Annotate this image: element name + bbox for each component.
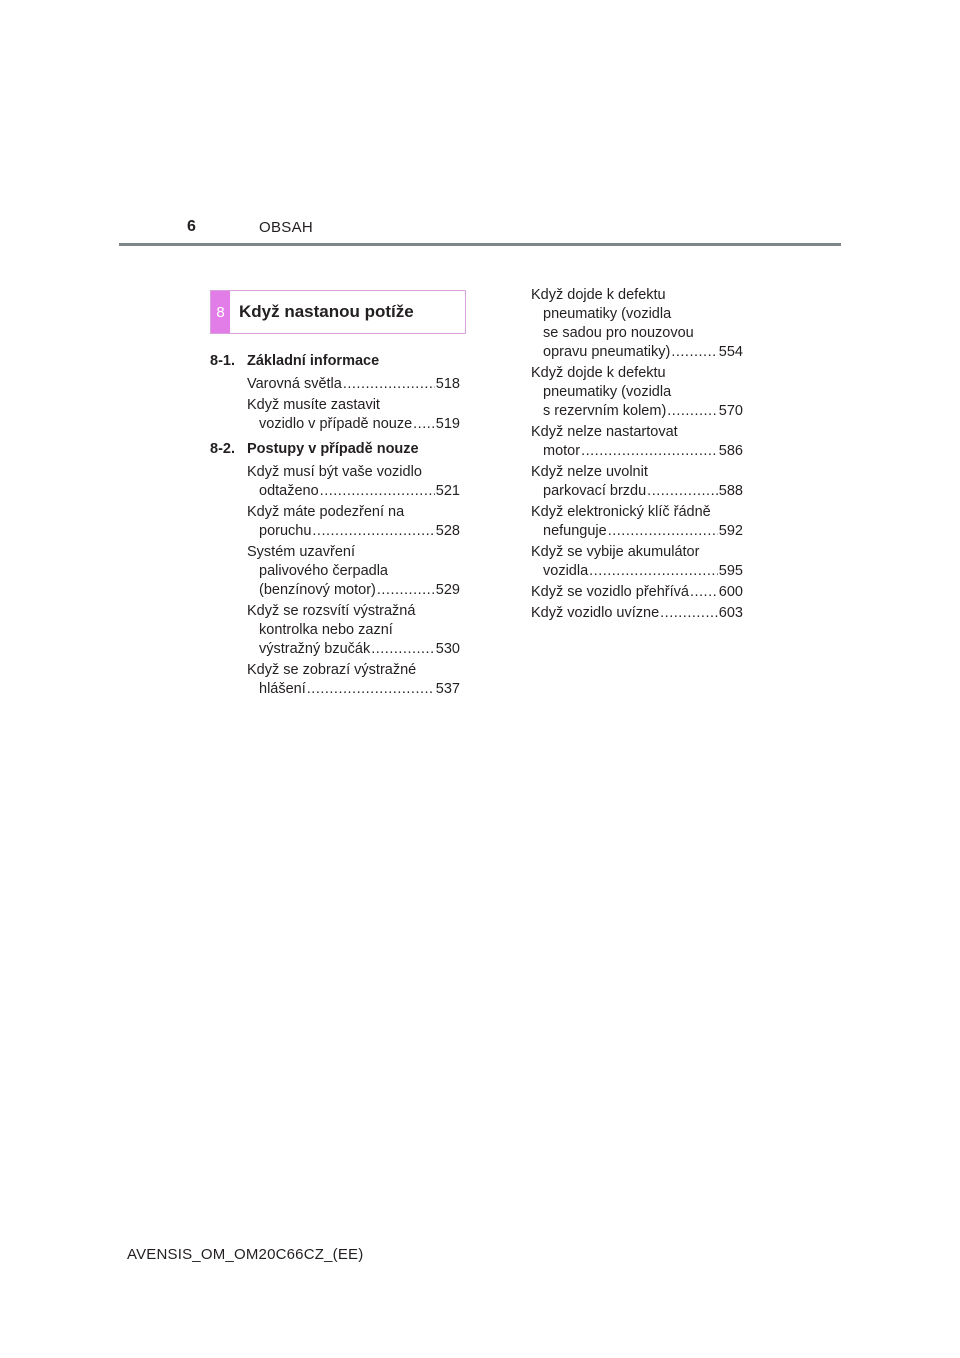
subsection-title: Postupy v případě nouze <box>247 441 419 457</box>
toc-left-column <box>210 352 460 705</box>
toc-page-number: 554 <box>718 344 743 360</box>
toc-entry-text: Když se vybije akumulátor <box>531 544 700 560</box>
dot-leader <box>312 522 434 541</box>
toc-entry[interactable] <box>531 364 743 421</box>
toc-page-number: 529 <box>435 582 460 598</box>
toc-entry-text: výstražný bzučák <box>259 641 371 657</box>
dot-leader <box>413 415 435 434</box>
header-divider <box>119 243 841 246</box>
toc-entry-text: Když se rozsvítí výstražná <box>247 603 416 619</box>
toc-entry-text: pneumatiky (vozidla <box>543 306 672 322</box>
section-heading <box>210 290 466 334</box>
toc-entry-text: Když nelze uvolnit <box>531 464 648 480</box>
toc-entry[interactable] <box>247 396 460 434</box>
dot-leader <box>690 583 718 602</box>
subsection-heading[interactable] <box>210 352 460 371</box>
toc-page-number: 518 <box>435 376 460 392</box>
toc-entry-text: odtaženo <box>259 483 319 499</box>
toc-entry-text: Varovná světla <box>247 376 342 392</box>
toc-entry-text: Když se zobrazí výstražné <box>247 662 417 678</box>
toc-entry[interactable] <box>531 463 743 501</box>
dot-leader <box>647 482 718 501</box>
toc-entry-text: opravu pneumatiky) <box>543 344 671 360</box>
toc-entry-text: parkovací brzdu <box>543 483 647 499</box>
toc-entry-text: motor <box>543 443 581 459</box>
toc-entry-text: Když se vozidlo přehřívá <box>531 584 689 600</box>
dot-leader <box>307 680 435 699</box>
toc-page-number: 586 <box>718 443 743 459</box>
toc-entry[interactable] <box>247 661 460 699</box>
toc-page-number: 588 <box>718 483 743 499</box>
dot-leader <box>343 375 435 394</box>
document-code: AVENSIS_OM_OM20C66CZ_(EE) <box>127 1246 364 1263</box>
toc-entry[interactable] <box>247 503 460 541</box>
dot-leader <box>667 402 718 421</box>
toc-subsection <box>210 352 460 434</box>
toc-entry[interactable] <box>531 604 743 623</box>
toc-entry[interactable] <box>531 423 743 461</box>
subsection-title: Základní informace <box>247 353 380 369</box>
toc-page-number: 537 <box>435 681 460 697</box>
toc-page-number: 600 <box>718 584 743 600</box>
toc-page-number: 519 <box>435 416 460 432</box>
toc-entry-text: Když dojde k defektu <box>531 287 666 303</box>
dot-leader <box>371 640 435 659</box>
dot-leader <box>320 482 435 501</box>
toc-entry[interactable] <box>531 503 743 541</box>
toc-entry-text: Když musíte zastavit <box>247 397 380 413</box>
toc-entry[interactable] <box>247 602 460 659</box>
toc-entry-text: (benzínový motor) <box>259 582 376 598</box>
dot-leader <box>581 442 718 461</box>
toc-entry-text: nefunguje <box>543 523 607 539</box>
toc-entry-text: poruchu <box>259 523 312 539</box>
toc-entry-text: pneumatiky (vozidla <box>543 384 672 400</box>
toc-page-number: 570 <box>718 403 743 419</box>
dot-leader <box>671 343 717 362</box>
toc-entry-text: se sadou pro nouzovou <box>543 325 694 341</box>
toc-entry[interactable] <box>531 543 743 581</box>
toc-entry-text: Systém uzavření <box>247 544 355 560</box>
subsection-number: 8-1. <box>210 353 235 369</box>
toc-entry-text: Když musí být vaše vozidlo <box>247 464 422 480</box>
toc-entry[interactable] <box>247 463 460 501</box>
dot-leader <box>608 522 718 541</box>
toc-entry-text: Když dojde k defektu <box>531 365 666 381</box>
toc-entry-text: vozidlo v případě nouze <box>259 416 413 432</box>
toc-subsection <box>210 440 460 699</box>
toc-entry-text: Když nelze nastartovat <box>531 424 678 440</box>
dot-leader <box>589 562 718 581</box>
toc-page-number: 603 <box>718 605 743 621</box>
subsection-number: 8-2. <box>210 441 235 457</box>
dot-leader <box>377 581 435 600</box>
toc-entry-text: kontrolka nebo zazní <box>259 622 393 638</box>
subsection-heading[interactable] <box>210 440 460 459</box>
dot-leader <box>660 604 718 623</box>
toc-entry-text: s rezervním kolem) <box>543 403 667 419</box>
toc-entry-text: Když vozidlo uvízne <box>531 605 660 621</box>
toc-entry-text: hlášení <box>259 681 306 697</box>
toc-entry[interactable] <box>531 583 743 602</box>
toc-page-number: 521 <box>435 483 460 499</box>
toc-right-column <box>531 286 743 625</box>
toc-page-number: 528 <box>435 523 460 539</box>
toc-entry-text: Když máte podezření na <box>247 504 405 520</box>
toc-entry-text: palivového čerpadla <box>259 563 388 579</box>
toc-page-number: 592 <box>718 523 743 539</box>
toc-entry-text: Když elektronický klíč řádně <box>531 504 711 520</box>
header-title: OBSAH <box>259 219 314 236</box>
toc-entry-text: vozidla <box>543 563 589 579</box>
toc-page-number: 530 <box>435 641 460 657</box>
toc-entry[interactable] <box>247 375 460 394</box>
section-title: Když nastanou potíže <box>239 302 414 321</box>
toc-entry[interactable] <box>247 543 460 600</box>
section-number-tab: 8 <box>211 291 230 333</box>
toc-page-number: 595 <box>718 563 743 579</box>
toc-entry[interactable] <box>531 286 743 362</box>
page-number: 6 <box>187 218 196 235</box>
